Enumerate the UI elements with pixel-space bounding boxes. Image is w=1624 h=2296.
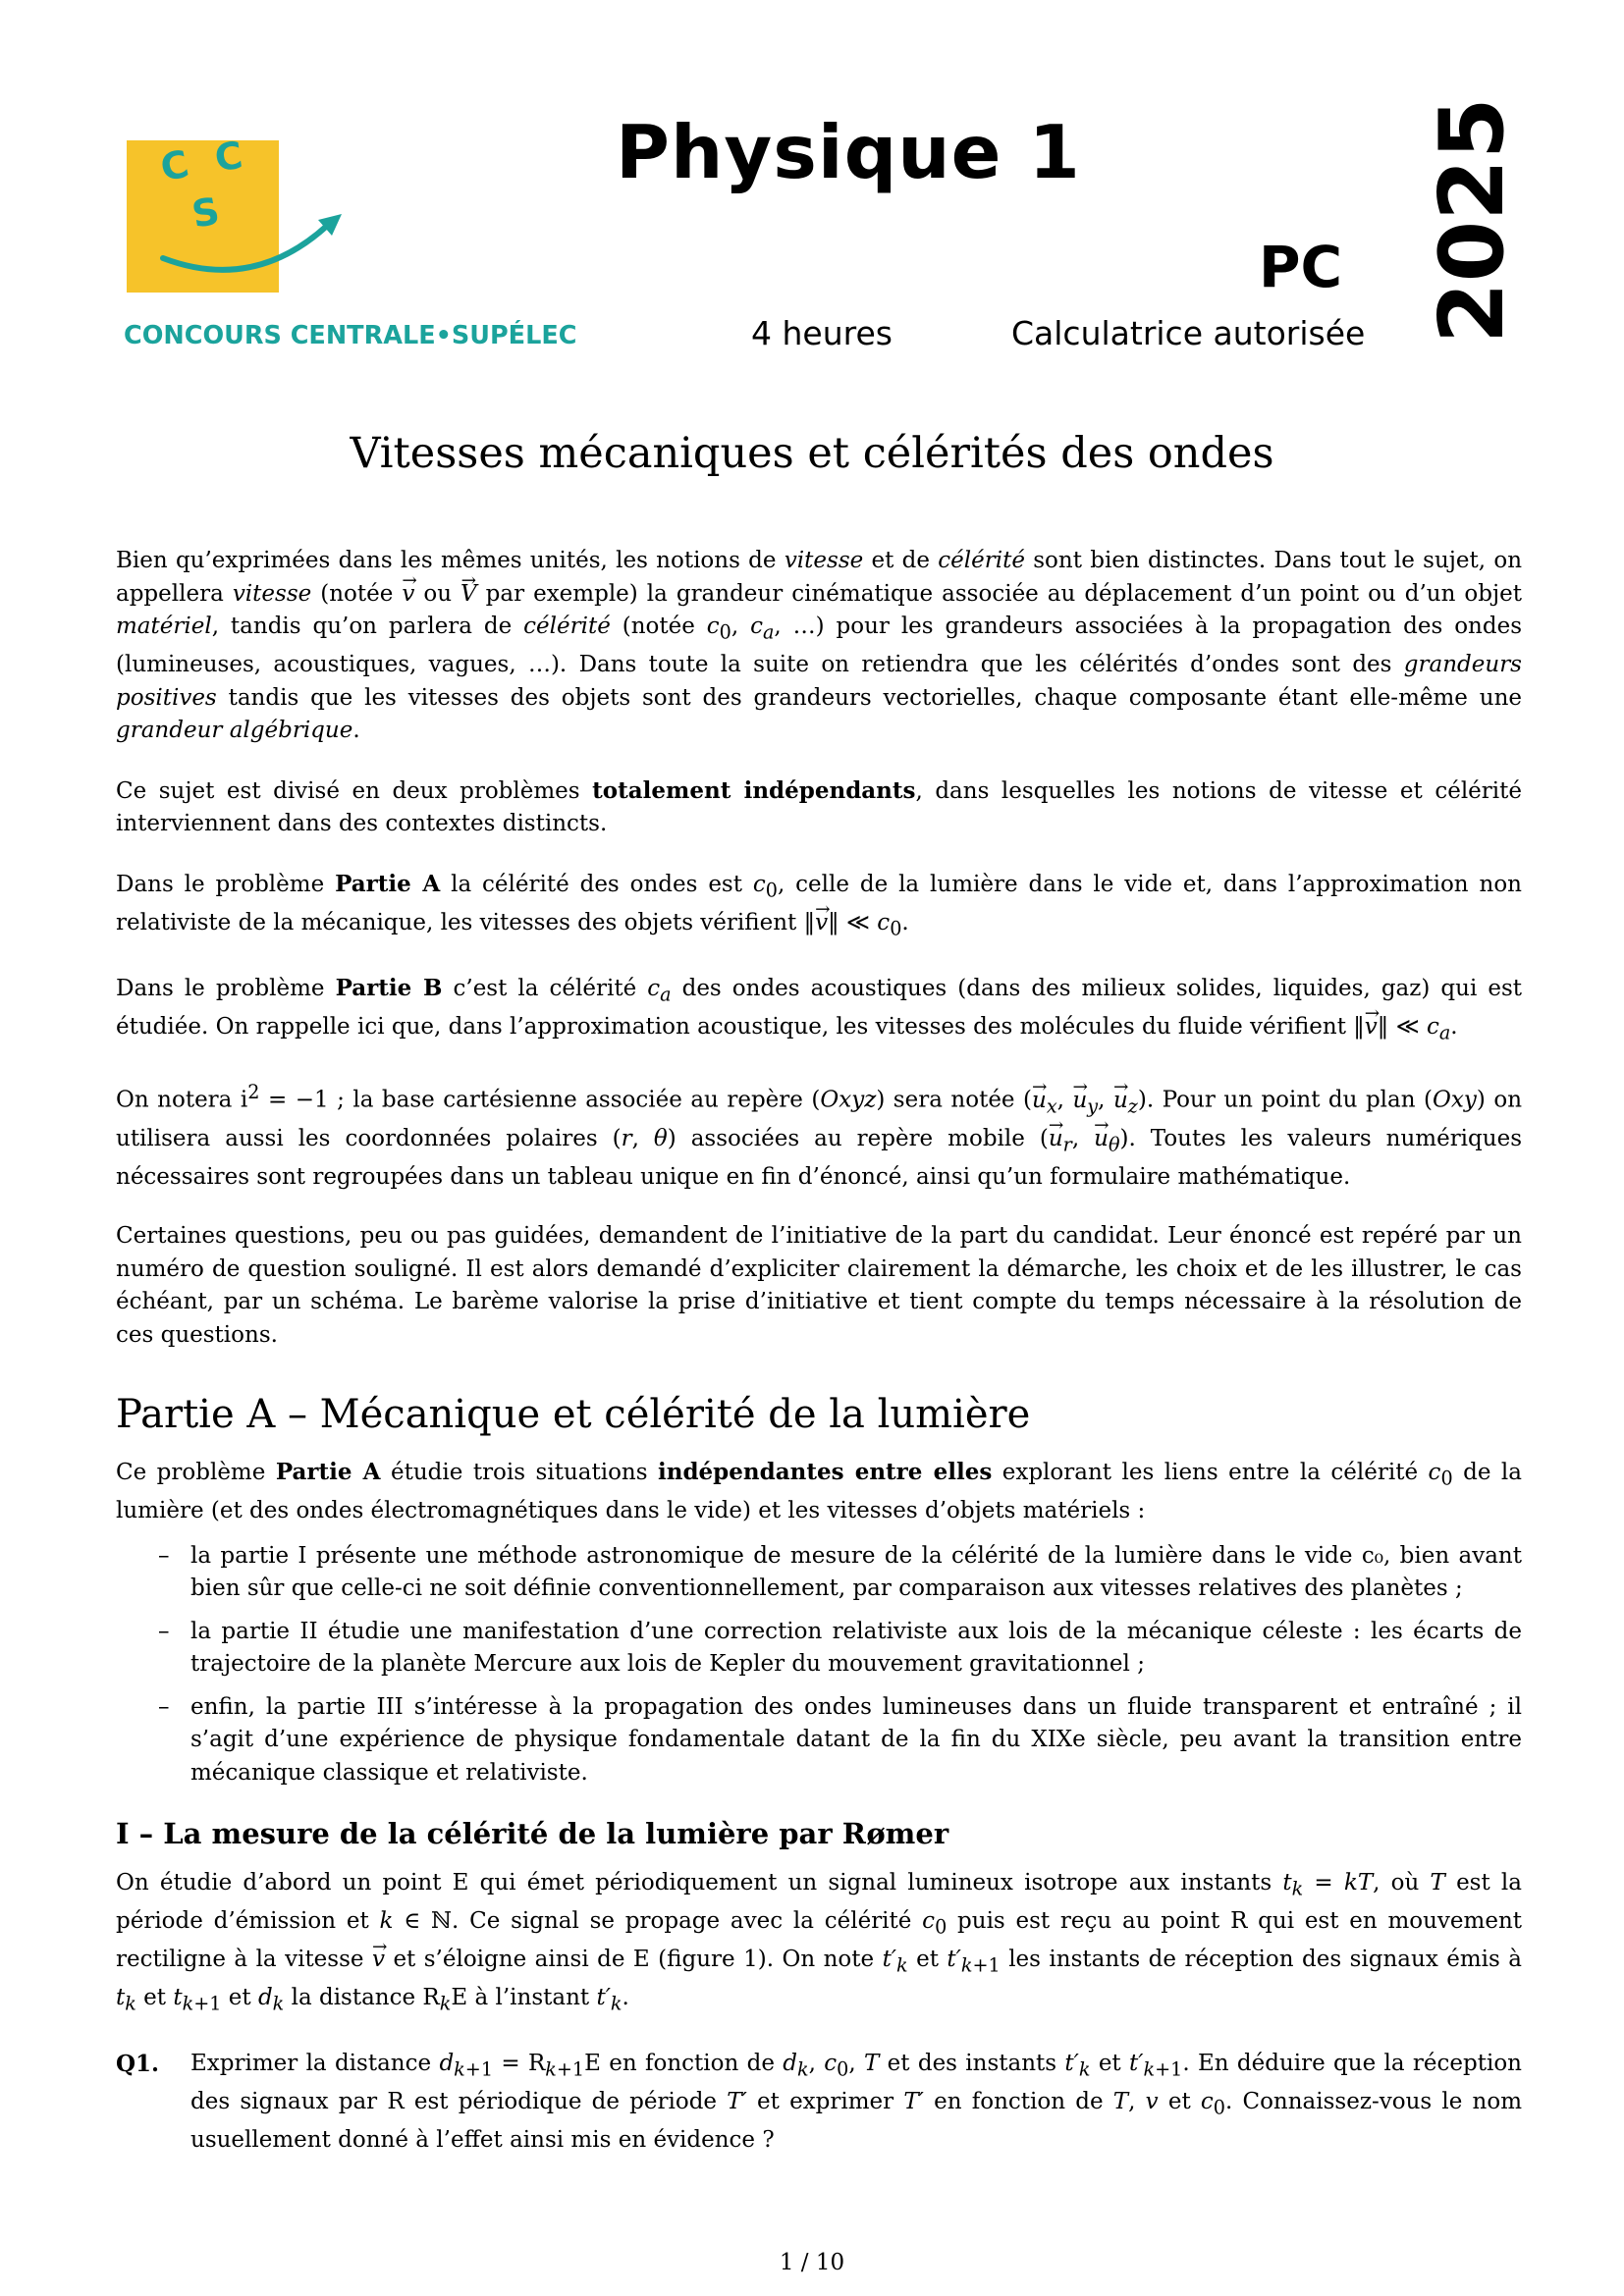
list-item: – la partie II étudie une manifestation d’une correction relativiste aux lois de la mécanique céleste : les écarts de trajectoire de la planète Mercure aux lois de Kepler du mouvement gravitationnel ; [190,1616,1522,1682]
part-a-title: Partie A – Mécanique et célérité de la lumière [116,1392,1031,1438]
intro-paragraph-1: Bien qu’exprimées dans les mêmes unités, les notions de vitesse et de célérité sont bien distinctes. Dans tout le sujet, on appellera vitesse (notée → v ou → V par exemple) la grandeur cinématique associée au déplacement d’un point ou d’un objet matériel, tandis qu’on parlera de célérité (notée $c_0$, $c_a$, …) pour les grandeurs associées à la propagation des ondes (lumineuses, acoustiques, vagues, …). Dans toute la suite on retiendra que les célérités d’ondes sont des grandeurs positives tandis que les vitesses des objets sont des grandeurs vectorielles, chaque composante étant elle-même une grandeur algébrique. [116,545,1522,748]
intro-paragraph-3: Dans le problème Partie A la célérité des ondes est $c_0$, celle de la lumière dans le vide et, dans l’approximation non relativiste de la mécanique, les vitesses des objets vérifient ‖→ v‖ ≪ $c_0$. [116,868,1522,945]
section-1-title: I – La mesure de la célérité de la lumière par Rømer [116,1817,949,1851]
question-q1 [116,2048,1522,2158]
intro-paragraph-6: Certaines questions, peu ou pas guidées, demandent de l’initiative de la part du candidat. Leur énoncé est repéré par un numéro de question souligné. Il est alors demandé d’expliciter clairement la démarche, les choix et de les illustrer, le cas échéant, par un schéma. Le barème valorise la prise d’initiative et tient compte du temps nécessaire à la résolution de ces questions. [116,1223,1522,1348]
logo-letter-s: S [189,188,223,237]
logo-text: CONCOURS CENTRALE•SUPÉLEC [124,321,577,350]
document-body [116,545,1522,2157]
part-a-list [116,1540,1522,1790]
question-text: Exprimer la distance $d_{k+1} = R_{k+1}E$ en fonction de $d_k$, $c_0$, T et des instants $t'_k$ et $t'_{k+1}$. En déduire que la réception des signaux par R est périodique de période T′ et exprimer T′ en fonction de T, v et $c_0$. Connaissez-vous le nom usuellement donné à l’effet ainsi mis en évidence ? [190,2050,1523,2153]
logo-letter-c1: C [156,141,193,190]
intro-paragraph-2: Ce sujet est divisé en deux problèmes totalement indépendants, dans lesquelles les notions de vitesse et célérité interviennent dans des contextes distincts. [116,776,1522,837]
concours-centrale-supelec-logo [116,116,577,361]
section-1-paragraph: On étudie d’abord un point E qui émet périodiquement un signal lumineux isotrope aux instants $t_k$ = kT, où T est la période d’émission et k ∈ ℕ. Ce signal se propage avec la célérité $c_0$ puis est reçu au point R qui est en mouvement rectiligne à la vitesse → v et s’éloigne ainsi de E (figure 1). On note $t'_k$ et $t'_{k+1}$ les instants de réception des signaux émis à $t_k$ et $t_{k+1}$ et $d_k$ la distance $R_kE$ à l’instant $t'_k$. [116,1867,1522,2020]
intro-paragraph-4: Dans le problème Partie B c’est la célérité $c_a$ des ondes acoustiques (dans des milieux solides, liquides, gaz) qui est étudiée. On rappelle ici que, dans l’approximation acoustique, les vitesses des molécules du fluide vérifient ‖→ v‖ ≪ $c_a$. [116,972,1522,1049]
page-number: 1 / 10 [779,2250,845,2275]
list-item: – la partie I présente une méthode astronomique de mesure de la célérité de la lumière dans le vide c₀, bien avant bien sûr que celle-ci ne soit définie conventionnellement, par comparaison aux vitesses relatives des planètes ; [190,1540,1522,1606]
exam-track: PC [1259,234,1343,300]
calculator-note: Calculatrice autorisée [1011,314,1366,352]
subject-title: Vitesses mécaniques et célérités des ondes [350,429,1274,478]
exam-title: Physique 1 [616,109,1081,195]
exam-year: 2025 [1421,97,1524,344]
logo-letter-c2: C [212,133,245,181]
part-a-intro: Ce problème Partie A étudie trois situations indépendantes entre elles explorant les liens entre la célérité $c_0$ de la lumière (et des ondes électromagnétiques dans le vide) et les vitesses d’objets matériels : [116,1459,1522,1524]
question-number: Q1. [116,2050,160,2077]
exam-duration: 4 heures [751,314,893,352]
intro-paragraph-5: On notera $i^2 = -1$ ; la base cartésienne associée au repère (Oxyz) sera notée (→ $u_x$, → $u_y$, → $u_z$). Pour un point du plan (Oxy) on utilisera aussi les coordonnées polaires (r, θ) associées au repère mobile (→ $u_r$, → $u_\theta$). Toutes les valeurs numériques nécessaires sont regroupées dans un tableau unique en fin d’énoncé, ainsi qu’un formulaire mathématique. [116,1076,1522,1194]
list-item: – enfin, la partie III s’intéresse à la propagation des ondes lumineuses dans un fluide transparent et entraîné ; il s’agit d’une expérience de physique fondamentale datant de la fin du XIXe siècle, peu avant la transition entre mécanique classique et relativiste. [190,1691,1522,1790]
